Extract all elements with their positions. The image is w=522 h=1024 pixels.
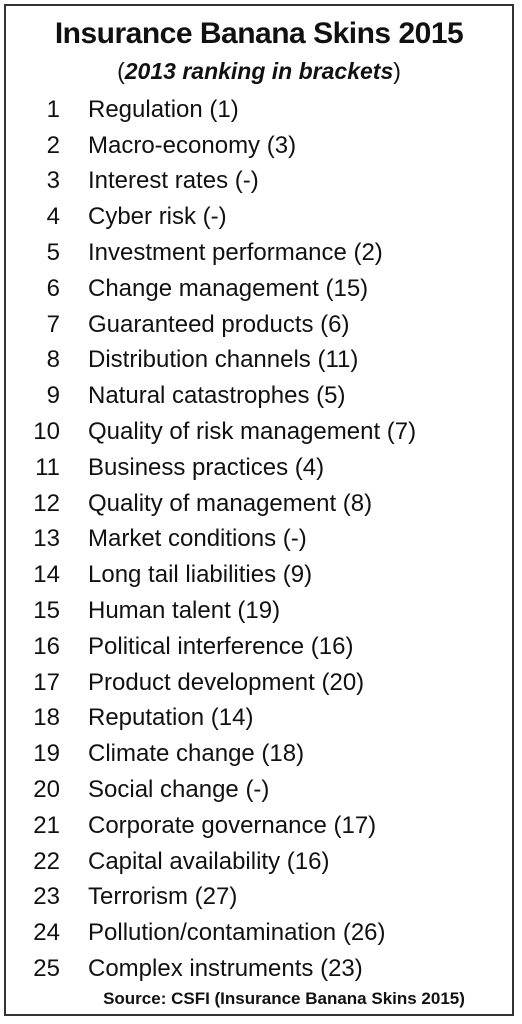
risk-label: Quality of management (8) — [88, 489, 373, 517]
risk-label: Long tail liabilities (9) — [88, 561, 313, 589]
risk-label: Terrorism (27) — [88, 883, 238, 911]
ranking-row — [6, 808, 512, 844]
risk-label: Change management (15) — [88, 274, 369, 302]
risk-label: Market conditions (-) — [88, 525, 307, 553]
risk-label: Complex instruments (23) — [88, 955, 363, 983]
ranking-row — [6, 844, 512, 880]
risk-label: Macro-economy (3) — [88, 131, 297, 159]
ranking-row — [6, 880, 512, 916]
subtitle-close-bracket: ) — [393, 58, 401, 84]
subtitle — [6, 56, 512, 86]
ranking-row — [6, 271, 512, 307]
rank-number: 12 — [33, 489, 60, 517]
ranking-row — [6, 772, 512, 808]
ranking-row — [6, 235, 512, 271]
rank-number: 19 — [33, 740, 60, 768]
subtitle-open-bracket: ( — [117, 58, 125, 84]
ranking-row — [6, 164, 512, 200]
ranking-row — [6, 593, 512, 629]
rank-number: 22 — [33, 847, 60, 875]
ranking-row — [6, 665, 512, 701]
risk-label: Political interference (16) — [88, 632, 354, 660]
ranking-row — [6, 128, 512, 164]
risk-label: Human talent (19) — [88, 597, 281, 625]
ranking-row — [6, 378, 512, 414]
rank-number: 6 — [46, 274, 60, 302]
ranking-row — [6, 450, 512, 486]
ranking-row — [6, 343, 512, 379]
rank-number: 20 — [33, 776, 60, 804]
rank-number: 3 — [46, 167, 60, 195]
rank-number: 8 — [46, 346, 60, 374]
risk-label: Interest rates (-) — [88, 167, 259, 195]
ranking-row — [6, 92, 512, 128]
rank-number: 17 — [33, 668, 60, 696]
ranking-row — [6, 951, 512, 987]
rank-number: 15 — [33, 597, 60, 625]
rank-number: 14 — [33, 561, 60, 589]
page-title: Insurance Banana Skins 2015 — [54, 17, 464, 50]
rank-number: 16 — [33, 632, 60, 660]
risk-label: Distribution channels (11) — [88, 346, 359, 374]
rank-number: 9 — [46, 382, 60, 410]
risk-label: Quality of risk management (7) — [88, 418, 417, 446]
source-note: Source: CSFI (Insurance Banana Skins 2015) — [103, 989, 465, 1008]
ranking-list — [6, 92, 512, 987]
risk-label: Guaranteed products (6) — [88, 310, 350, 338]
risk-label: Pollution/contamination (26) — [88, 919, 386, 947]
risk-label: Natural catastrophes (5) — [88, 382, 346, 410]
rank-number: 21 — [33, 811, 60, 839]
banana-skins-card — [4, 4, 514, 1016]
rank-number: 7 — [46, 310, 60, 338]
rank-number: 11 — [35, 453, 60, 481]
rank-number: 1 — [46, 95, 60, 123]
ranking-row — [6, 199, 512, 235]
risk-label: Regulation (1) — [88, 95, 239, 123]
ranking-row — [6, 522, 512, 558]
ranking-row — [6, 557, 512, 593]
ranking-row — [6, 307, 512, 343]
risk-label: Climate change (18) — [88, 740, 305, 768]
ranking-row — [6, 736, 512, 772]
risk-label: Product development (20) — [88, 668, 365, 696]
rank-number: 5 — [46, 239, 60, 267]
risk-label: Investment performance (2) — [88, 239, 383, 267]
rank-number: 23 — [33, 883, 60, 911]
risk-label: Reputation (14) — [88, 704, 254, 732]
ranking-row — [6, 915, 512, 951]
risk-label: Cyber risk (-) — [88, 203, 227, 231]
ranking-row — [6, 701, 512, 737]
risk-label: Capital availability (16) — [88, 847, 330, 875]
risk-label: Corporate governance (17) — [88, 811, 377, 839]
ranking-row — [6, 486, 512, 522]
rank-number: 13 — [33, 525, 60, 553]
ranking-row — [6, 629, 512, 665]
rank-number: 18 — [33, 704, 60, 732]
ranking-row — [6, 414, 512, 450]
subtitle-emphasis: 2013 ranking in brackets — [124, 58, 394, 84]
rank-number: 4 — [46, 203, 60, 231]
rank-number: 2 — [46, 131, 60, 159]
rank-number: 25 — [33, 955, 60, 983]
rank-number: 24 — [33, 919, 60, 947]
rank-number: 10 — [33, 418, 60, 446]
risk-label: Business practices (4) — [88, 453, 325, 481]
risk-label: Social change (-) — [88, 776, 270, 804]
